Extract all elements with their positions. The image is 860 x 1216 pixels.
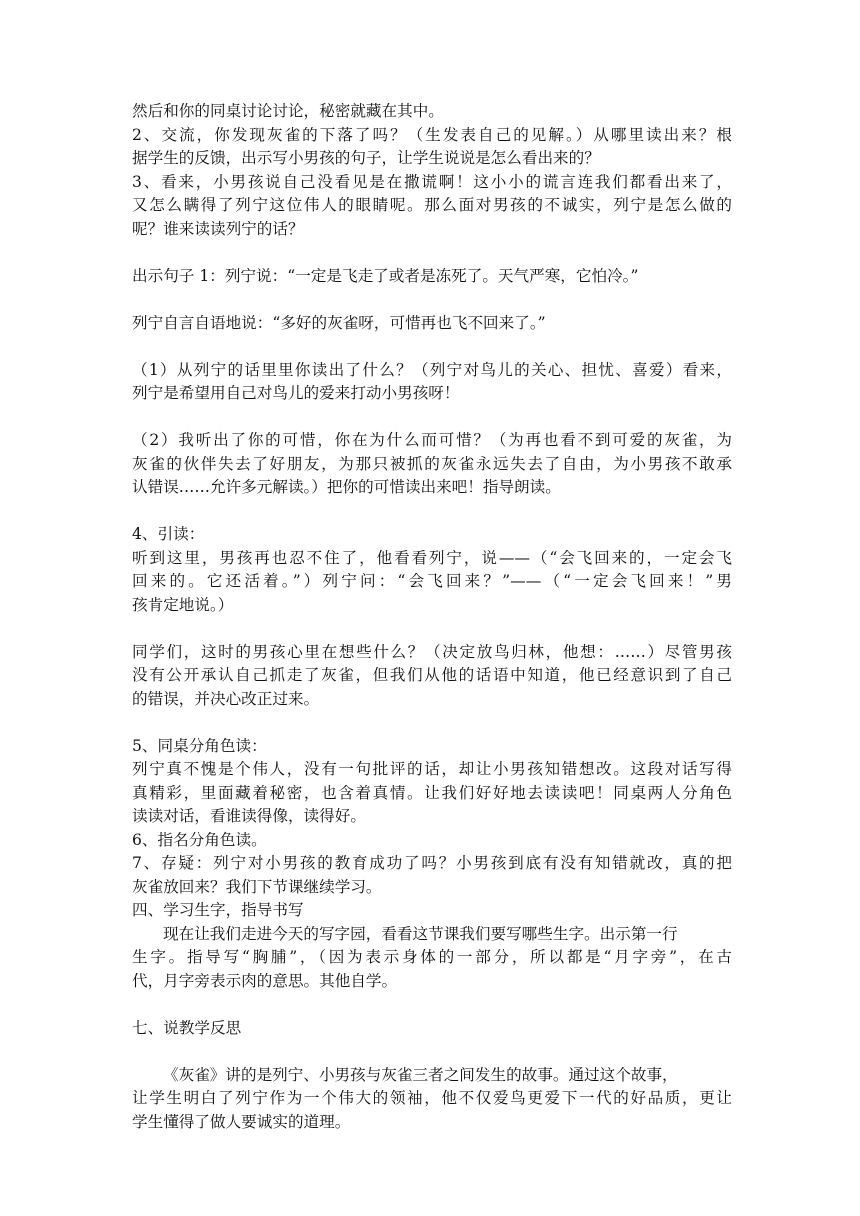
text-line: 读读对话，看谁读得像，读得好。 <box>132 807 366 825</box>
text-line: 让学生明白了列宁作为一个伟大的领袖，他不仅爱鸟更爱下一代的好品质，更让 <box>132 1089 732 1107</box>
text-line: 列宁自言自语地说：“多好的灰雀呀，可惜再也飞不回来了。” <box>132 313 546 332</box>
document-body <box>132 100 732 1134</box>
text-line: 列宁真不愧是个伟人，没有一句批评的话，却让小男孩知错想改。这段对话写得 <box>132 760 732 778</box>
text-line: 又怎么瞒得了列宁这位伟人的眼睛呢。那么面对男孩的不诚实，列宁是怎么做的 <box>132 196 732 214</box>
blank-line <box>132 335 732 359</box>
text-line: 列宁是希望用自己对鸟儿的爱来打动小男孩呀！ <box>132 384 460 402</box>
section-heading: 5、同桌分角色读： <box>132 736 267 755</box>
text-line: 听到这里，男孩再也忍不住了，他看看列宁，说——（“会飞回来的，一定会飞 <box>132 548 732 567</box>
blank-line <box>132 711 732 735</box>
section-heading: 6、指名分角色读。 <box>132 830 267 849</box>
blank-line <box>132 241 732 265</box>
text-line: 7、存疑：列宁对小男孩的教育成功了吗？小男孩到底有没有知错就改，真的把 <box>132 854 732 872</box>
text-line: 呢？谁来读读列宁的话？ <box>132 219 304 238</box>
text-line: 然后和你的同桌讨论讨论，秘密就藏在其中。 <box>132 102 444 120</box>
text-line: 学生懂得了做人要诚实的道理。 <box>132 1112 351 1131</box>
text-line: （2）我听出了你的可惜，你在为什么而可惜？（为再也看不到可爱的灰雀，为 <box>132 431 732 449</box>
text-line: 2、交流，你发现灰雀的下落了吗？（生发表自己的见解。）从哪里读出来？根 <box>132 125 732 144</box>
blank-line <box>132 288 732 312</box>
text-line: 孩肯定地说。） <box>132 595 234 614</box>
text-line: 3、看来，小男孩说自己没看见是在撒谎啊！这小小的谎言连我们都看出来了， <box>132 172 732 191</box>
blank-line <box>132 500 732 524</box>
text-line: 代，月字旁表示肉的意思。其他自学。 <box>132 971 398 990</box>
text-line: 灰雀的伙伴失去了好朋友，为那只被抓的灰雀永远失去了自由，为小男孩不敢承 <box>132 454 732 473</box>
text-line: 《灰雀》讲的是列宁、小男孩与灰雀三者之间发生的故事。通过这个故事， <box>163 1065 678 1084</box>
blank-line <box>132 1040 732 1064</box>
text-line: 据学生的反馈，出示写小男孩的句子，让学生说说是怎么看出来的？ <box>132 149 600 167</box>
text-line: 认错误……允许多元解读。）把你的可惜读出来吧！指导朗读。 <box>132 478 561 496</box>
text-line: 真精彩，里面藏着秘密，也含着真情。让我们好好地去读读吧！同桌两人分角色 <box>132 783 732 802</box>
text-line: 同学们，这时的男孩心里在想些什么？（决定放鸟归林，他想：……）尽管男孩 <box>132 642 732 661</box>
blank-line <box>132 617 732 641</box>
text-line: 现在让我们走进今天的写字园，看看这节课我们要写哪些生字。出示第一行 <box>163 924 678 943</box>
text-line: 的错误，并决心改正过来。 <box>132 689 320 708</box>
text-line: 回来的。它还活着。”）列宁问：“会飞回来？”——（“一定会飞回来！”男 <box>132 572 732 590</box>
section-heading: 四、学习生字，指导书写 <box>132 901 304 919</box>
blank-line <box>132 993 732 1017</box>
section-heading: 七、说教学反思 <box>132 1018 242 1037</box>
section-heading: 4、引读： <box>132 525 205 543</box>
blank-line <box>132 406 732 430</box>
text-line: 灰雀放回来？我们下节课继续学习。 <box>132 877 382 896</box>
text-line: 生字。指导写“胸脯”，（因为表示身体的一部分，所以都是“月字旁”，在古 <box>132 948 732 966</box>
text-line: 出示句子 1：列宁说：“一定是飞走了或者是冻死了。天气严寒，它怕冷。” <box>132 266 639 285</box>
text-line: 没有公开承认自己抓走了灰雀，但我们从他的话语中知道，他已经意识到了自己 <box>132 666 732 684</box>
text-line: （1）从列宁的话里里你读出了什么？（列宁对鸟儿的关心、担忧、喜爱）看来， <box>132 360 732 379</box>
